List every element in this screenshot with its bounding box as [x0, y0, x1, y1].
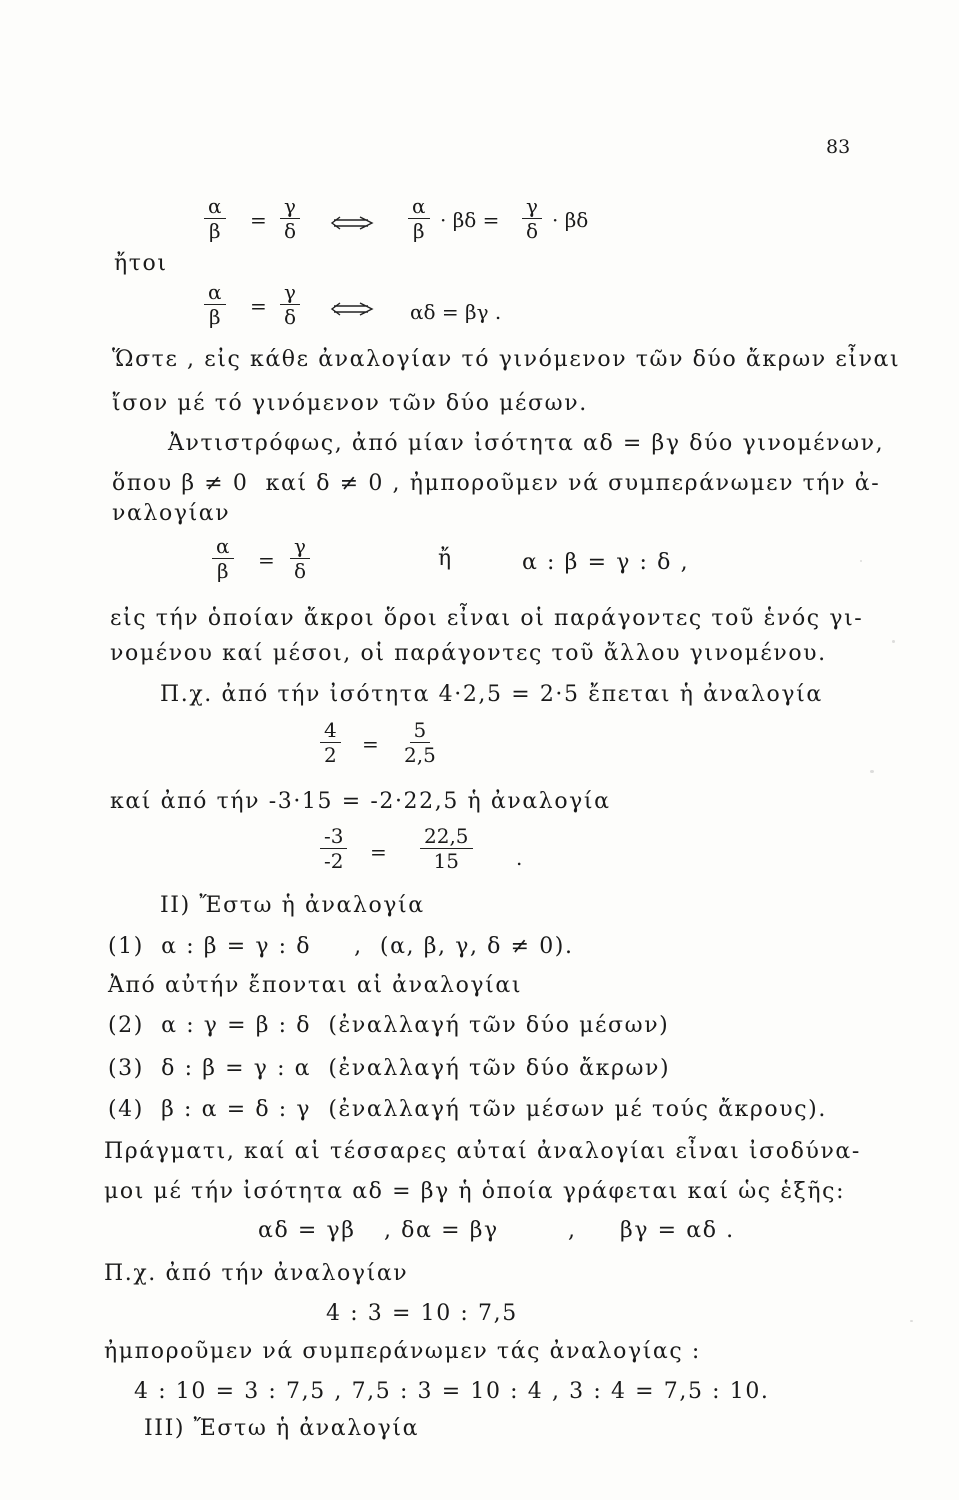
frac-a-right: [290, 536, 310, 582]
frac-a-right-numerator: γ: [290, 536, 310, 559]
equivalence-arrow-icon: [330, 216, 376, 230]
frac-a-equals: =: [258, 548, 275, 572]
text-line-22: ἠμποροῦμεν νά συμπεράνωμεν τάς ἀναλογίας :: [104, 1339, 701, 1364]
text-line-5: ναλογίαν: [112, 501, 231, 526]
frac-c-left-numerator: -3: [320, 826, 347, 849]
text-line-3: Ἀντιστρόφως, ἀπό μίαν ἰσότητα αδ = βγ δύο γινομένων,: [168, 431, 885, 456]
identity-3: βγ = αδ .: [620, 1218, 735, 1243]
frac-c-period: .: [516, 846, 523, 870]
frac-c-left-denominator: -2: [324, 849, 344, 873]
frac-a-left-denominator: β: [216, 559, 229, 583]
frac-b-right-numerator: 5: [410, 720, 431, 743]
scan-speck: [892, 640, 895, 643]
eq2-right-fraction: [280, 282, 300, 328]
frac-b-left-denominator: 2: [324, 743, 337, 767]
frac-a-left-numerator: α: [212, 536, 234, 559]
proportion-1: (1) α : β = γ : δ , (α, β, γ, δ ≠ 0).: [108, 934, 574, 959]
eq1-left-denominator: β: [208, 219, 221, 243]
text-line-20: Π.χ. ἀπό τήν ἀναλογίαν: [104, 1261, 409, 1286]
text-line-1: Ὥστε , εἰς κάθε ἀναλογίαν τό γινόμενον τῶν δύο ἄκρων εἶναι: [112, 347, 901, 372]
eq2-left-denominator: β: [208, 305, 221, 329]
page-number: 83: [826, 136, 851, 158]
scan-speck: [910, 1320, 913, 1322]
proportion-3: (3) δ : β = γ : α (ἐναλλαγή τῶν δύο ἄκρων): [108, 1056, 671, 1081]
section-two-heading: II) Ἔστω ἡ ἀναλογία: [160, 893, 425, 918]
frac-a-right-denominator: δ: [294, 559, 307, 583]
identity-1: αδ = γβ: [258, 1218, 356, 1243]
text-line-10: καί ἀπό τήν -3·15 = -2·22,5 ἡ ἀναλογία: [110, 789, 611, 814]
scan-speck: [860, 560, 862, 562]
eq1-left-fraction: [204, 196, 226, 242]
eq1-denominator-4: δ: [526, 219, 539, 243]
frac-a-left: [212, 536, 234, 582]
text-line-2: ἴσον μέ τό γινόμενον τῶν δύο μέσων.: [112, 391, 588, 416]
frac-b-right: [400, 720, 440, 766]
frac-c-left: [320, 826, 347, 872]
eq1-denominator-3: β: [412, 219, 425, 243]
eq1-equals: =: [250, 208, 267, 232]
eq2-right-denominator: δ: [284, 305, 297, 329]
frac-b-left: [320, 720, 341, 766]
eq2-result: αδ = βγ .: [410, 300, 502, 324]
scan-speck: [870, 770, 874, 773]
eq1-fraction-4: [522, 196, 542, 242]
example-proportion: 4 : 3 = 10 : 7,5: [326, 1301, 518, 1326]
proportion-4: (4) β : α = δ : γ (ἐναλλαγή τῶν μέσων μέ τούς ἄκρους).: [108, 1097, 827, 1122]
eq1-fraction-3: [408, 196, 430, 242]
eq1-end: · βδ: [552, 208, 589, 232]
frac-b-left-numerator: 4: [320, 720, 341, 743]
frac-c-right-denominator: 15: [433, 849, 459, 873]
section-three-heading: III) Ἔστω ἡ ἀναλογία: [144, 1416, 420, 1441]
frac-c-right-numerator: 22,5: [420, 826, 473, 849]
frac-c-equals: =: [370, 840, 387, 864]
text-line-17: Πράγματι, καί αἱ τέσσαρες αὐταί ἀναλογίαι εἶναι ἰσοδύνα-: [104, 1139, 861, 1164]
eq1-left-numerator: α: [204, 196, 226, 219]
identity-2: , δα = βγ: [384, 1218, 499, 1243]
eq2-right-numerator: γ: [280, 282, 300, 305]
equivalence-arrow-icon: [330, 302, 376, 316]
identity-separator: ,: [568, 1218, 577, 1243]
proportion-2: (2) α : γ = β : δ (ἐναλλαγή τῶν δύο μέσων): [108, 1013, 670, 1038]
eq1-right-numerator: γ: [280, 196, 300, 219]
frac-c-right: [420, 826, 473, 872]
eq1-numerator-4: γ: [522, 196, 542, 219]
text-or: ἤ: [438, 546, 453, 571]
frac-b-equals: =: [362, 732, 379, 756]
text-line-8: νομένου καί μέσοι, οἱ παράγοντες τοῦ ἄλλου γινομένου.: [110, 641, 827, 666]
itoi-word: ἤτοι: [114, 251, 168, 276]
eq2-left-fraction: [204, 282, 226, 328]
eq2-left-numerator: α: [204, 282, 226, 305]
eq1-middle: · βδ =: [440, 208, 500, 232]
frac-b-right-denominator: 2,5: [404, 743, 436, 767]
text-line-18: μοι μέ τήν ἰσότητα αδ = βγ ἡ ὁποία γράφεται καί ὡς ἑξῆς:: [104, 1179, 846, 1204]
eq1-right-fraction: [280, 196, 300, 242]
derived-proportions: 4 : 10 = 3 : 7,5 , 7,5 : 3 = 10 : 4 , 3 : 4 = 7,5 : 10.: [134, 1379, 770, 1404]
ratio-text: α : β = γ : δ ,: [522, 550, 690, 575]
eq1-right-denominator: δ: [284, 219, 297, 243]
text-line-7: εἰς τήν ὁποίαν ἄκροι ὅροι εἶναι οἱ παράγοντες τοῦ ἑνός γι-: [110, 606, 864, 631]
text-line-4: ὅπου β ≠ 0 καί δ ≠ 0 , ἠμποροῦμεν νά συμπεράνωμεν τήν ἀ-: [112, 471, 881, 496]
eq2-equals: =: [250, 294, 267, 318]
text-line-13: Ἀπό αὐτήν ἔπονται αἱ ἀναλογίαι: [108, 973, 523, 998]
eq1-numerator-3: α: [408, 196, 430, 219]
text-line-9: Π.χ. ἀπό τήν ἰσότητα 4·2,5 = 2·5 ἔπεται ἡ ἀναλογία: [160, 682, 823, 707]
